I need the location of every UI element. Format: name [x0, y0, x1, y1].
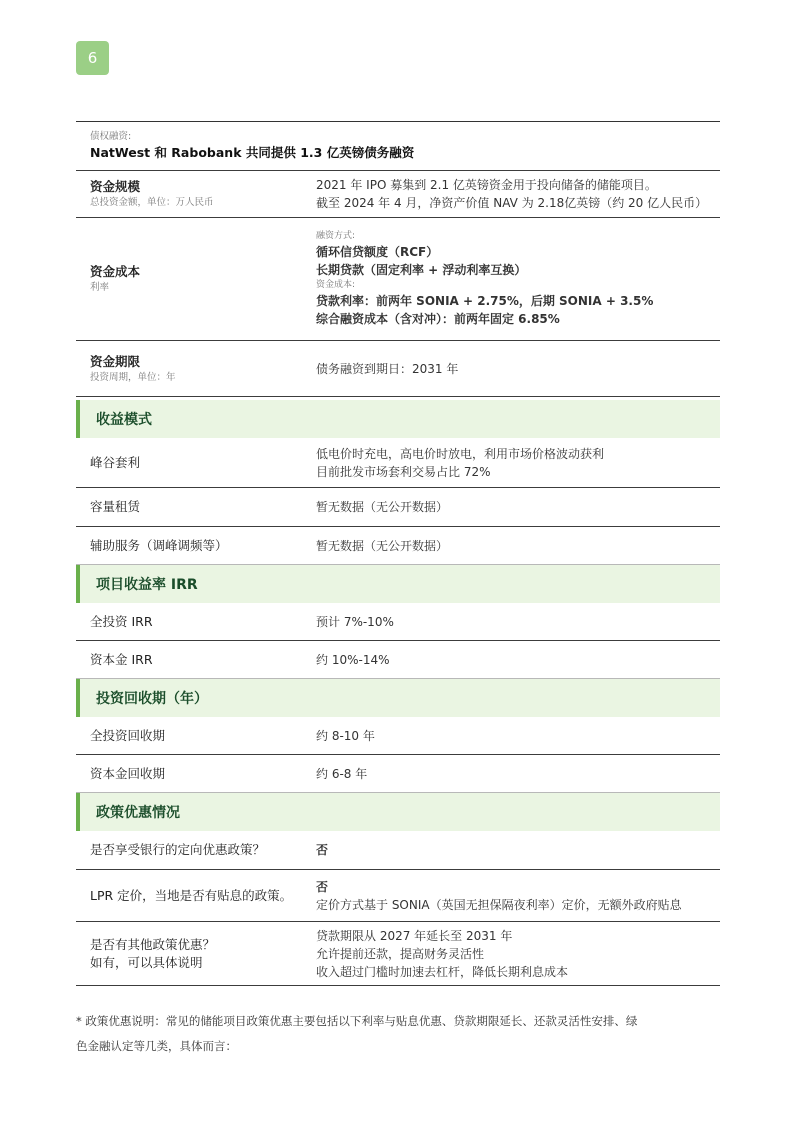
financing-title: NatWest 和 Rabobank 共同提供 1.3 亿英镑债务融资: [90, 145, 415, 160]
scale-sublabel: 总投资金额，单位：万人民币: [90, 197, 214, 208]
table-row-capacity-lease: [76, 488, 720, 527]
table-row-scale: [76, 171, 720, 218]
cost-sublabel: 利率: [90, 282, 110, 293]
cost-line-1: 贷款利率：前两年 SONIA + 2.75%，后期 SONIA + 3.5%: [316, 294, 654, 308]
scale-line-1: 2021 年 IPO 募集到 2.1 亿英镑资金用于投向储备的储能项目。: [316, 178, 657, 192]
page-number-badge: 6: [76, 41, 109, 75]
table-row-equity-irr: [76, 641, 720, 679]
full-payback-label: 全投资回收期: [90, 727, 166, 743]
lpr-label: LPR 定价，当地是否有贴息的政策。: [90, 887, 293, 903]
table-row-arbitrage: [76, 438, 720, 488]
table-row-equity-payback: [76, 755, 720, 793]
table-row-full-payback: [76, 717, 720, 755]
section-irr: 项目收益率 IRR: [76, 565, 720, 603]
cost-line-2: 综合融资成本（含对冲）：前两年固定 6.85%: [316, 312, 560, 326]
equity-irr-label: 资本金 IRR: [90, 651, 153, 667]
scale-label: 资金规模: [90, 179, 141, 194]
full-irr-value: 预计 7%-10%: [316, 614, 394, 629]
cost-label: 资金成本: [90, 264, 141, 279]
bank-policy-value: 否: [316, 843, 329, 857]
arbitrage-line-1: 低电价时充电，高电价时放电，利用市场价格波动获利: [316, 446, 605, 461]
full-irr-label: 全投资 IRR: [90, 613, 153, 629]
term-sublabel: 投资周期，单位：年: [90, 371, 176, 383]
other-policy-label-2: 如有，可以具体说明: [90, 954, 203, 970]
lpr-answer: 否: [316, 879, 329, 894]
section-revenue: 收益模式: [76, 400, 720, 438]
table-row-full-irr: [76, 603, 720, 641]
table-row-ancillary: [76, 527, 720, 565]
capacity-lease-label: 容量租赁: [90, 499, 141, 514]
equity-payback-label: 资本金回收期: [90, 765, 166, 781]
table-row-cost: [76, 218, 720, 341]
equity-payback-value: 约 6-8 年: [316, 766, 368, 781]
arbitrage-line-2: 目前批发市场套利交易占比 72%: [316, 464, 491, 479]
bank-policy-label: 是否享受银行的定向优惠政策？: [90, 842, 266, 857]
full-payback-value: 约 8-10 年: [316, 728, 375, 743]
other-policy-label-1: 是否有其他政策优惠？: [90, 936, 216, 952]
term-value: 债务融资到期日：2031 年: [316, 361, 459, 376]
table-row-term: [76, 341, 720, 397]
table-row-other-policy: [76, 922, 720, 986]
financing-method-1: 循环信贷额度（RCF）: [316, 245, 439, 259]
term-label: 资金期限: [90, 353, 141, 369]
financing-category: 债权融资:: [90, 131, 132, 142]
cost-title: 资金成本:: [316, 280, 356, 290]
other-policy-line-3: 收入超过门槛时加速去杠杆，降低长期利息成本: [316, 964, 569, 979]
ancillary-label: 辅助服务（调峰调频等）: [90, 537, 228, 553]
lpr-detail: 定价方式基于 SONIA（英国无担保隔夜利率）定价，无额外政府贴息: [316, 897, 682, 912]
financing-table: [76, 121, 720, 986]
table-row-bank-policy: [76, 831, 720, 870]
footnote-line-2: 色金融认定等几类，具体而言：: [76, 1039, 237, 1053]
other-policy-line-1: 贷款期限从 2027 年延长至 2031 年: [316, 928, 513, 943]
financing-method-title: 融资方式:: [316, 231, 356, 241]
capacity-lease-value: 暂无数据（无公开数据）: [316, 500, 449, 514]
ancillary-value: 暂无数据（无公开数据）: [316, 538, 449, 553]
section-payback: 投资回收期（年）: [76, 679, 720, 717]
arbitrage-label: 峰谷套利: [90, 454, 141, 470]
equity-irr-value: 约 10%-14%: [316, 652, 390, 667]
table-header-row: [76, 122, 720, 171]
policy-footnote: [76, 1009, 726, 1059]
financing-method-2: 长期贷款（固定利率 + 浮动利率互换）: [316, 263, 527, 277]
scale-line-2: 截至 2024 年 4 月，净资产价值 NAV 为 2.18亿英镑（约 20 亿人民币）: [316, 196, 708, 210]
section-policy: 政策优惠情况: [76, 793, 720, 831]
footnote-line-1: * 政策优惠说明：常见的储能项目政策优惠主要包括以下利率与贴息优惠、贷款期限延长、还款灵活性安排、绿: [76, 1014, 638, 1028]
other-policy-line-2: 允许提前还款，提高财务灵活性: [316, 946, 485, 961]
table-row-lpr: [76, 870, 720, 922]
